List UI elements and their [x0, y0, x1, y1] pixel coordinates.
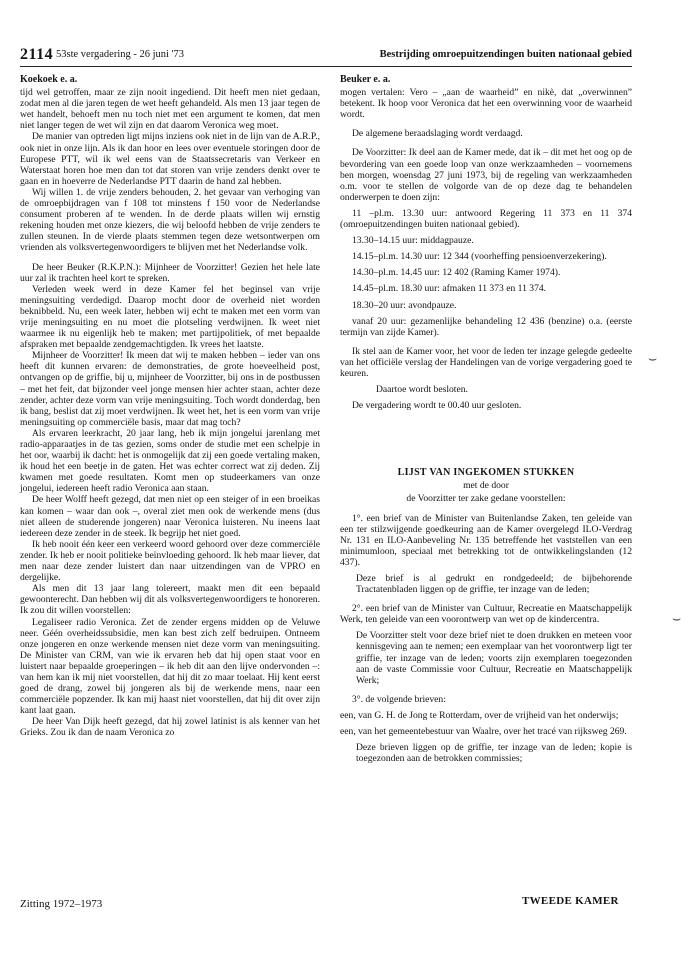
- paragraph: De heer Van Dijk heeft gezegd, dat hij zowel latinist is als kenner van het Grieks. Zou ik dan de naam Veronica zo: [20, 716, 320, 739]
- page-number: 2114: [20, 46, 54, 63]
- paragraph: Wij willen 1. de vrije zenders behouden, 2. het gevaar van verhoging van de omroepbijdragen van f 108 tot minstens f 150 voor de Nederlandse consument proberen af te wenden. In de derde plaats willen wij ernstig rekening houden met onze kiezers, die wij beloofd hebben de vrije zenders te zullen steunen. In de vierde plaats stemmen tegen deze wetsontwerpen om vrienden als volksvertegenwoordigers te blijven met het Nederlandse volk.: [20, 186, 320, 254]
- schedule-item: 14.15–pl.m. 14.30 uur: 12 344 (voorheffing pensioenverzekering).: [352, 251, 607, 263]
- list-item-note: De Voorzitter stelt voor deze brief niet te doen drukken en meteen voor kennisgeving aan te nemen; een exemplaar van het voorontwerp ligt ter griffie, ter inzage van de leden; voorts zijn exemplaren toegezonden aan de vaste Commissie voor Cultuur, Recreatie en Maatschappelijk Werk;: [356, 630, 632, 686]
- list-title: LIJST VAN INGEKOMEN STUKKEN: [397, 467, 575, 479]
- list-item: 2°. een brief van de Minister van Cultuur, Recreatie en Maatschappelijk Werk, ten geleide van een voorontwerp van wet op de kindercentra.: [340, 603, 632, 626]
- list-item-note: Deze brieven liggen op de griffie, ter inzage van de leden; kopie is toegezonden aan de betrokken commissies;: [356, 742, 632, 765]
- paragraph: De heer Beuker (R.K.P.N.): Mijnheer de Voorzitter! Gezien het hele late uur zal ik trachten heel kort te spreken.: [20, 261, 320, 284]
- column-heading: Koekoek e. a.: [20, 74, 78, 85]
- paragraph: Als men dit 13 jaar lang tolereert, maakt men dit een bepaald gewoonterecht. Dan hebben wij dit als volksvertegenwoordigers te honoreren. Ik zou dit willen voorstellen:: [20, 583, 320, 617]
- list-subtitle: de Voorzitter ter zake gedane voorstellen:: [406, 493, 566, 505]
- margin-mark: ⌣: [672, 612, 682, 627]
- paragraph: Daartoe wordt besloten.: [376, 384, 468, 396]
- list-item: een, van het gemeentebestuur van Waalre, over het tracé van rijksweg 269.: [340, 726, 627, 738]
- paragraph: Als ervaren leerkracht, 20 jaar lang, heb ik mijn jongelui jarenlang met radio-apparaatjes in de tas gezien, soms onder de studie met een schelpje in het oor, waarbij ik dacht: het is onmogelijk dat zij een goede vertaling maken, ik houd het een beetje in de gaten. Het was echter correct wat zij deden. Zij kwamen met goede resultaten. Komt men op studeerkamers van onze jongelui, iedereen heeft radio Veronica aan staan.: [20, 427, 320, 495]
- paragraph: De heer Wolff heeft gezegd, dat men niet op een steiger of in een broeikas kan komen – waar dan ook –, overal ziet men ook de werkende mens (dus niet alleen de studerende jongeren) naar Veronica luisteren. Nu ineens laat iedereen deze zender in de steek. Ik begrijp het niet goed.: [20, 494, 320, 539]
- schedule-item: 13.30–14.15 uur: middagpauze.: [352, 235, 474, 247]
- left-column: [20, 74, 320, 739]
- column-heading: Beuker e. a.: [340, 74, 391, 85]
- paragraph: Ik stel aan de Kamer voor, het voor de leden ter inzage gelegde gedeelte van het officiële verslag der Handelingen van de vorige vergadering goed te keuren.: [340, 345, 632, 379]
- footer-session: Zitting 1972–1973: [20, 898, 103, 910]
- list-subtitle: met de door: [463, 480, 509, 492]
- list-item: 3°. de volgende brieven:: [352, 693, 446, 705]
- list-item: 1°. een brief van de Minister van Buitenlandse Zaken, ten geleide van een ter stilzwijgende goedkeuring aan de Kamer overgelegd ILO-Verdrag Nr. 131 en ILO-Aanbeveling Nr. 135 betreffende het vaststellen van een minimumloon, speciaal met betrekking tot de ontwikkelingslanden (12 437).: [340, 512, 632, 568]
- schedule-item: vanaf 20 uur: gezamenlijke behandeling 12 436 (benzine) o.a. (eerste termijn van zijde Kamer).: [340, 315, 632, 338]
- paragraph: De algemene beraadslaging wordt verdaagd.: [352, 128, 523, 140]
- paragraph: tijd wel getroffen, maar ze zijn nooit ingediend. Dit heeft men niet gedaan, zodat men al die jaren tegen de wet heeft gehandeld. Als men 13 jaar tegen de wet handelt, behoeft men nu toch niet met een argument te komen, dat men niet langer tegen de wet wil zijn en dat daarom Veronica weg moet.: [20, 87, 320, 132]
- paragraph: mogen vertalen: Vero – „aan de waarheid” en nikè, dat „overwinnen” betekent. Ik hoop voor Veronica dat het een overwinning voor de waarheid wordt.: [340, 87, 632, 121]
- schedule-item: 18.30–20 uur: avondpauze.: [352, 299, 457, 311]
- paragraph: Mijnheer de Voorzitter! Ik meen dat wij te maken hebben – ieder van ons heeft dit kunnen ervaren: de demonstraties, de grote hoeveelheid post, ontvangen op de griffie, bij u, mijnheer de Voorzitter, bij ons in de postbussen – met het feit, dat bijzonder veel jonge mensen hier achter staan, achter deze zender, achter deze vorm van vrije meningsuiting. Toch wordt donderdag, ben ik bang, beslist dat zij moet verdwijnen. Ik weet het, het is een vorm van vrije meningsuiting op commerciële basis, maar dat mag toch?: [20, 350, 320, 428]
- footer-chamber: TWEEDE KAMER: [522, 895, 619, 907]
- list-item-note: Deze brief is al gedrukt en rondgedeeld; de bijbehorende Tractatenbladen liggen op de griffie, ter inzage van de leden;: [356, 573, 632, 596]
- page-header: [20, 46, 632, 67]
- schedule-item: 11 –pl.m. 13.30 uur: antwoord Regering 11 373 en 11 374 (omroepuitzendingen buiten nationaal gebied).: [340, 207, 632, 231]
- schedule-item: 14.30–pl.m. 14.45 uur: 12 402 (Raming Kamer 1974).: [352, 267, 561, 279]
- paragraph: Verleden week werd in deze Kamer fel het beginsel van vrije meningsuiting verdedigd. Daarop mocht door de overheid niet worden beknibbeld. Nu, een week later, hebben wij echt te maken met een vorm van vrije meningsuiting en nu moet die plotseling verdwijnen. Ik weet niet waarmee ik nu eigenlijk heb te maken; met partijpolitiek, of met bepaalde afspraken met bepaalde zendgemachtigden. Ik vrees het laatste.: [20, 283, 320, 351]
- page-topic: Bestrijding omroepuitzendingen buiten nationaal gebied: [379, 49, 632, 60]
- session-info: 53ste vergadering - 26 juni '73: [56, 49, 184, 60]
- paragraph: De vergadering wordt te 00.40 uur gesloten.: [352, 400, 522, 412]
- paragraph: De Voorzitter: Ik deel aan de Kamer mede, dat ik – dit met het oog op de bevordering van een goede loop van onze werkzaamheden – voornemens ben morgen, woensdag 27 juni 1973, bij de regeling van werkzaamheden o.m. voor te stellen de volgorde van de op deze dag te behandelen onderwerpen te doen zijn:: [340, 147, 632, 203]
- paragraph: Legaliseer radio Veronica. Zet de zender ergens midden op de Veluwe neer. Géén overheidssubsidie, men kan best zich zelf bedruipen. Ontneem onze jongeren en onze werkende mensen niet deze vorm van meningsuiting. De Minister van CRM, van wie ik ervaren heb dat hij open staat voor en luistert naar bepaalde groeperingen – ik heb dit aan den lijve ondervonden –: van hem kan ik mij niet voorstellen, dat hij dit zo maar toelaat. Hij kent eerst goed de drang, zowel bij jongeren als bij de werkende mens, naar een commerciële popzender. Ik kan mij haast niet voorstellen, dat hij dit over zijn kant laat gaan.: [20, 616, 320, 717]
- margin-mark: ⌣: [648, 352, 658, 367]
- list-item: een, van G. H. de Jong te Rotterdam, over de vrijheid van het onderwijs;: [340, 709, 619, 721]
- schedule-item: 14.45–pl.m. 18.30 uur: afmaken 11 373 en 11 374.: [352, 283, 547, 295]
- schedule-list: [340, 208, 632, 338]
- paragraph: Ik heb nooit één keer een verkeerd woord gehoord over deze commerciële zender. Ik heb er nooit politieke beïnvloeding gehoord. Ik heb maar liever, dat men naar deze zender luistert dan naar uitzendingen van de VPRO en dergelijke.: [20, 538, 320, 584]
- right-column: [340, 74, 632, 764]
- paragraph: De manier van optreden ligt mijns inziens ook niet in de lijn van de A.R.P., ook niet in onze lijn. Als ik dan hoor en lees over eventuele storingen door de Europese PTT, wil ik wel eens van de Staatssecretaris van Verkeer en Waterstaat horen hoe men dan tot dat storen van vrije zenders denkt over te gaan en in hoeverre de Nederlandse PTT daarin de hand zal hebben.: [20, 131, 320, 187]
